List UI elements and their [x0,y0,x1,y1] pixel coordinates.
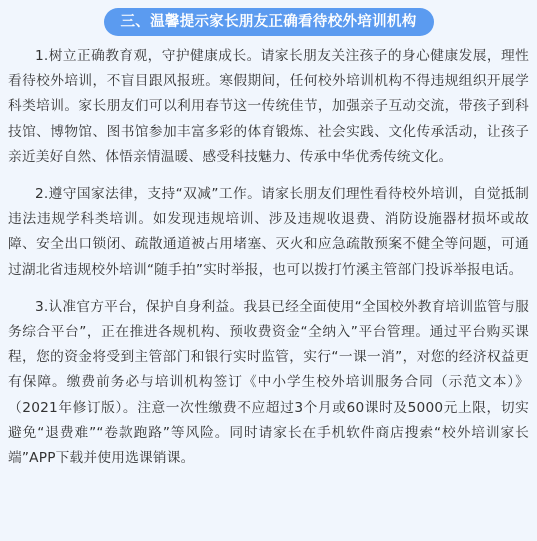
paragraph-education-view: 1.树立正确教育观，守护健康成长。请家长朋友关注孩子的身心健康发展，理性看待校外培训，不盲目跟风报班。寒假期间，任何校外培训机构不得违规组织开展学科类培训。家长朋友们可以利用春节这一传统佳节，加强亲子互动交流，带孩子到科技馆、博物馆、图书馆参加丰富多彩的体育锻炼、社会实践、文化传承活动，让孩子亲近美好自然、体悟亲情温暖、感受科技魅力、传承中华优秀传统文化。 [8,48,529,165]
section-heading-bar [0,8,537,36]
article-body [8,44,529,471]
paragraph-obey-law: 2.遵守国家法律，支持“双减”工作。请家长朋友们理性看待校外培训，自觉抵制违法违规学科类培训。如发现违规培训、涉及违规收退费、消防设施器材损坏或故障、安全出口锁闭、疏散通道被占用堵塞、灭火和应急疏散预案不健全等问题，可通过湖北省违规校外培训“随手拍”实时举报，也可以拨打竹溪主管部门投诉举报电话。 [8,186,529,278]
paragraph-official-platform: 3.认准官方平台，保护自身利益。我县已经全面使用“全国校外教育培训监管与服务综合平台”，正在推进各规机构、预收费资金“全纳入”平台管理。通过平台购买课程，您的资金将受到主管部门和银行实时监管，实行“一课一消”，对您的经济权益更有保障。缴费前务必与培训机构签订《中小学生校外培训服务合同（示范文本）》（2021年修订版）。注意一次性缴费不应超过3个月或60课时及5000元上限，切实避免“退费难”“卷款跑路”等风险。同时请家长在手机软件商店搜索“校外培训家长端”APP下载并使用选课销课。 [8,298,529,467]
section-heading: 三、温馨提示家长朋友正确看待校外培训机构 [104,8,434,36]
